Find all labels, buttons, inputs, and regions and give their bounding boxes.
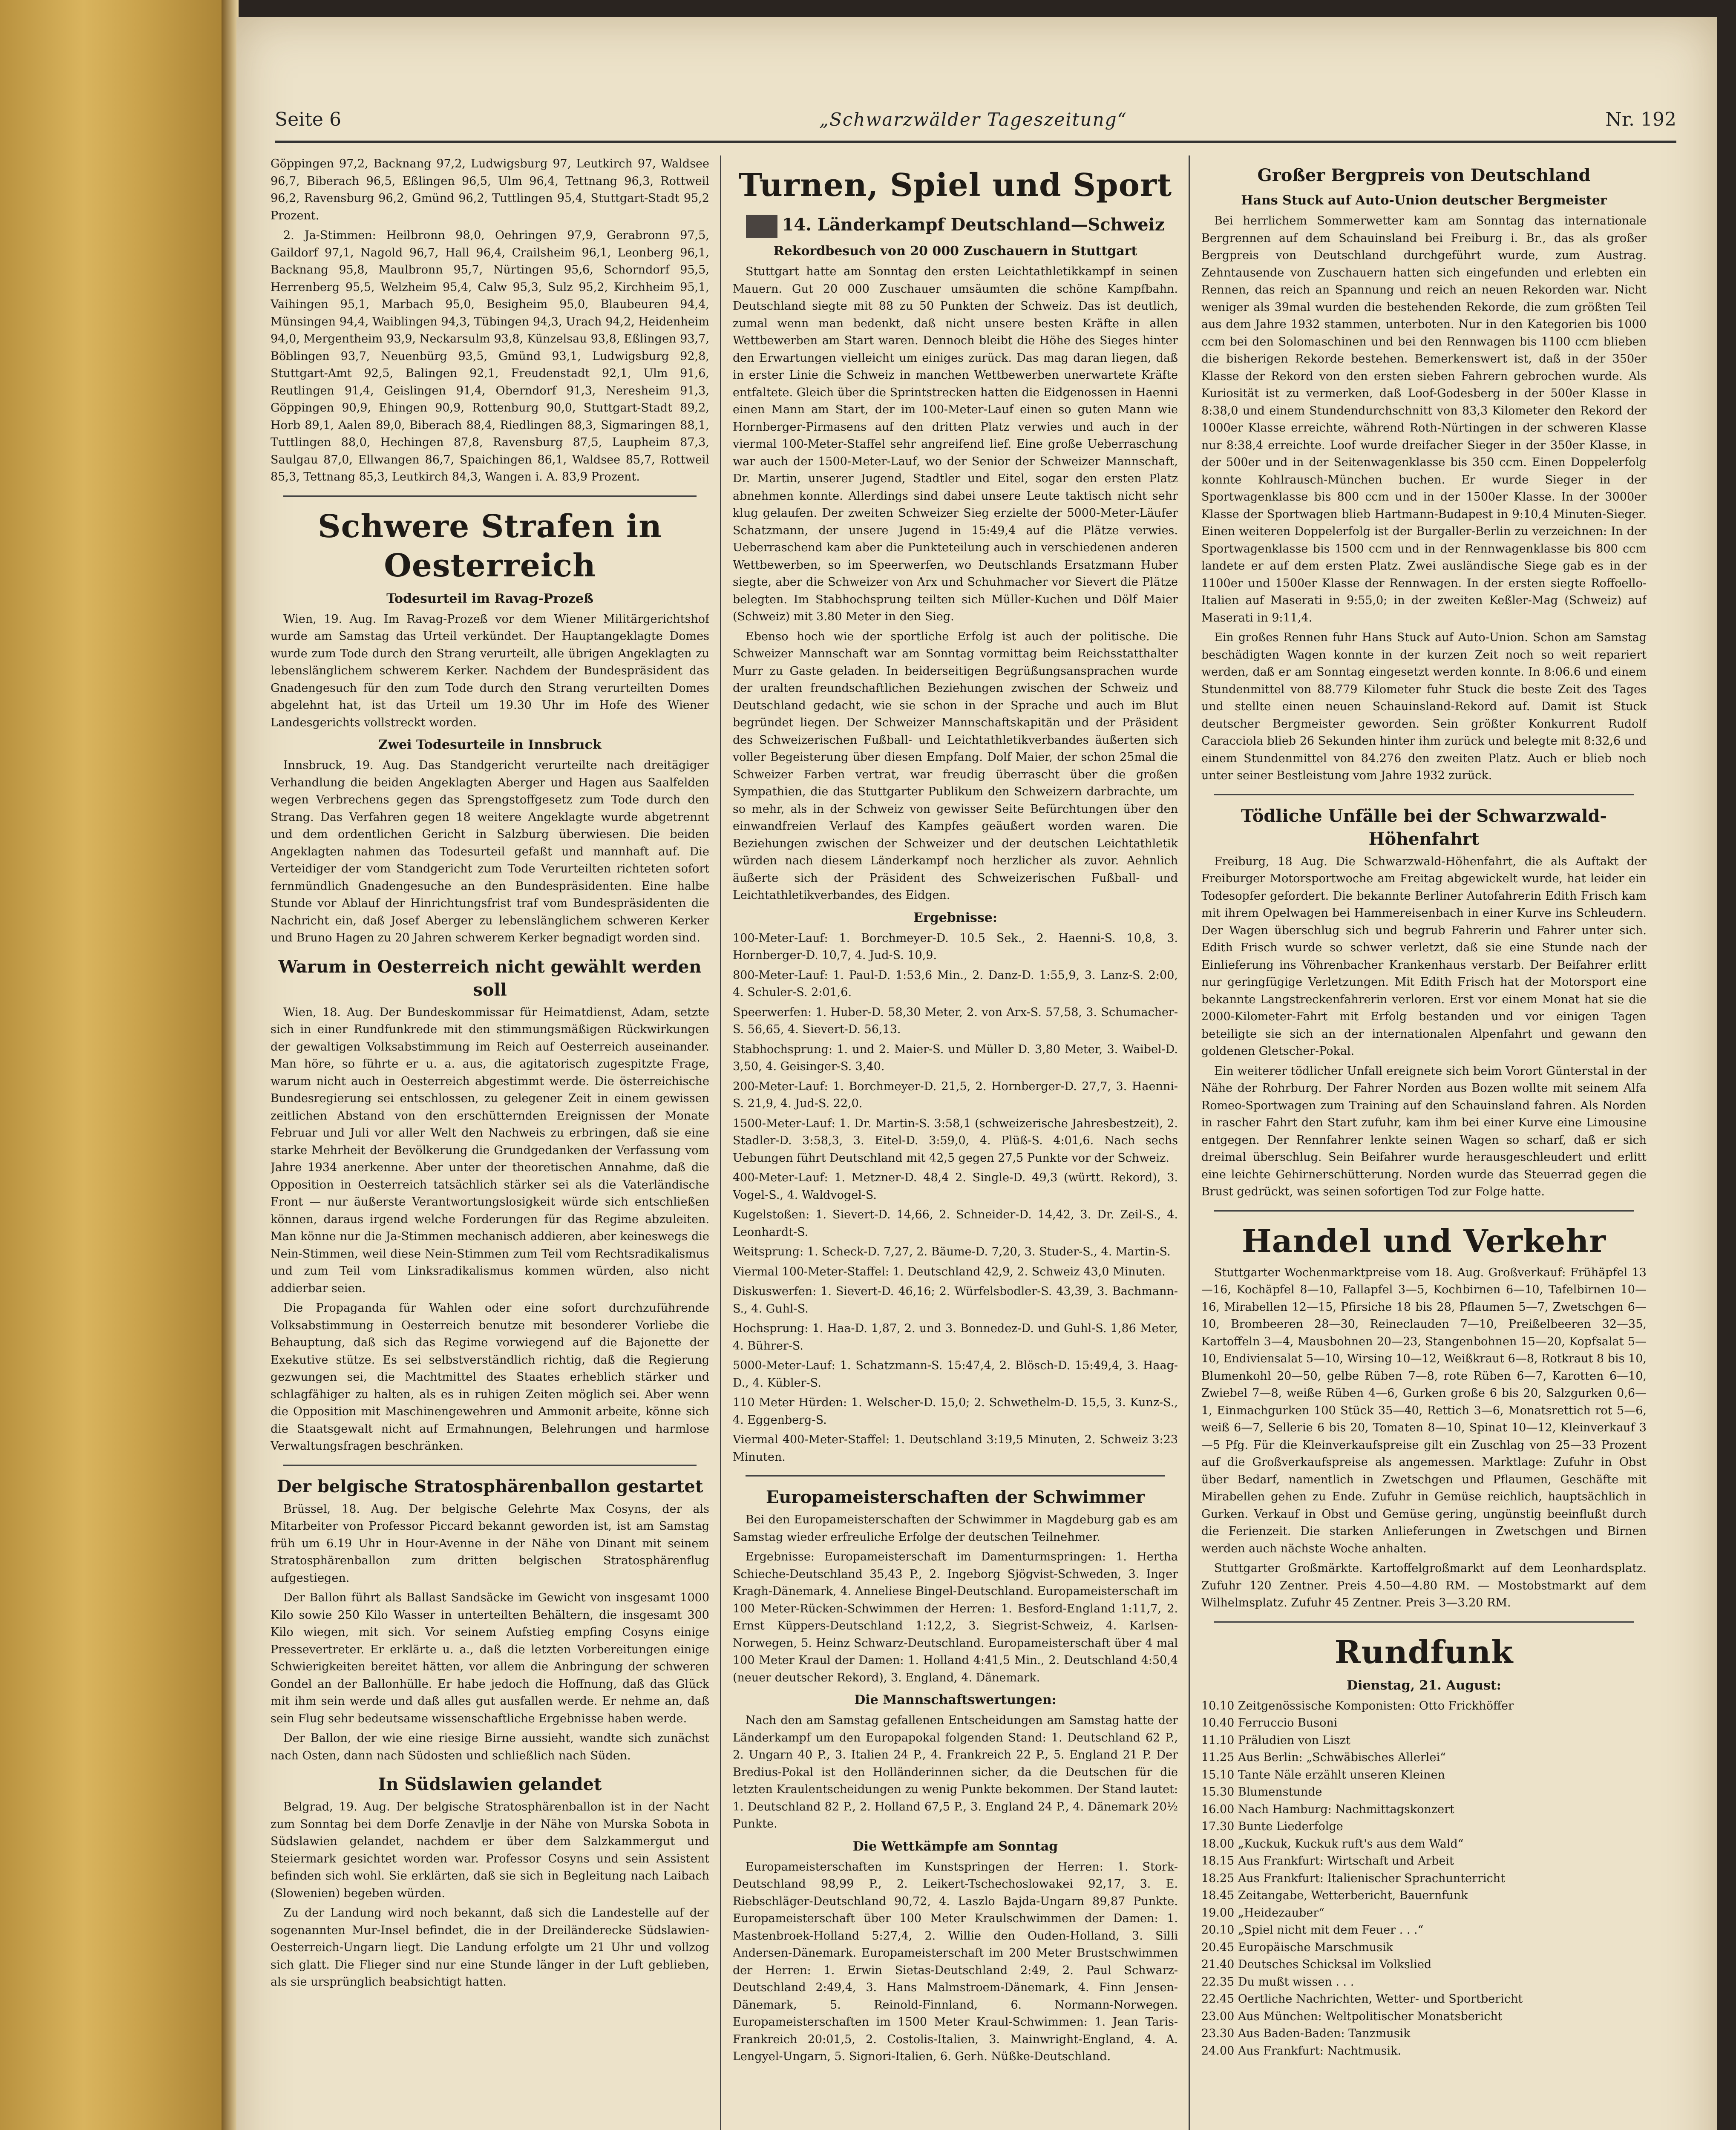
radio-program-line: 11.10 Präludien von Liszt <box>1201 1733 1350 1747</box>
article-text: Bei den Europameisterschaften der Schwimmer in Magdeburg gab es am Samstag wieder erfreuliche Erfolge der deutschen Teilnehmer. <box>733 1513 1178 1544</box>
subheadline: In Südslawien gelandet <box>378 1774 602 1794</box>
result-line: Diskuswerfen: 1. Sievert-D. 46,16; 2. Würfelsbodler-S. 43,39, 3. Bachmann-S., 4. Guhl-S. <box>733 1285 1178 1315</box>
radio-program-line: 23.30 Aus Baden-Baden: Tanzmusik <box>1201 2027 1411 2040</box>
subheadline: Todesurteil im Ravag-Prozeß <box>386 591 593 606</box>
result-line: 200-Meter-Lauf: 1. Borchmeyer-D. 21,5, 2. Hornberger-D. 27,7, 3. Haenni-S. 21,9, 4. Jud-S. 22,0. <box>733 1079 1178 1110</box>
headline-sport: Turnen, Spiel und Sport <box>738 167 1172 204</box>
section-rule <box>746 1475 1165 1477</box>
subheadline: Der belgische Stratosphärenballon gestartet <box>276 1476 703 1497</box>
subheadline: Die Wettkämpfe am Sonntag <box>852 1839 1058 1854</box>
article-text: Stuttgart hatte am Sonntag den ersten Leichtathletikkampf in seinen Mauern. Gut 20 000 Zuschauer umsäumten die schöne Kampfbahn. Deutschland siegte mit 88 zu 50 Punkten der Schweiz. Das ist deutlich, zumal wenn man bedenkt, daß nicht unsere besten Kräfte in allen Wettbewerben am Start waren. Dennoch bleibt die Höhe des Sieges hinter den Erwartungen vielleicht um einiges zurück. Das mag daran liegen, daß in erster Linie die Schweiz in manchen Wettbewerben unerwartete Kräfte entfaltete. Gleich über die Sprintstrecken hatten die Eidgenossen in Haenni einen Mann am Start, der im 100-Meter-Lauf einen so guten Mann wie Hornberger-Pirmasens auf den dritten Platz verwies und auch in der viermal 100-Meter-Staffel sehr angreifend lief. Eine große Ueberraschung war auch der 1500-Meter-Lauf, wo der Senior der Schweizer Mannschaft, Dr. Martin, unserer Jugend, Stadtler und Eitel, sogar den ersten Platz abnehmen konnte. Allerdings sind dabei unsere Leute taktisch nicht sehr klug gelaufen. Der zweiten Schweizer Sieg erzielte der 5000-Meter-Läufer Schatzmann, der unsere Jugend in 15:49,4 auf die Plätze verwies. Ueberraschend kam aber die Punkteteilung auch in verschiedenen anderen Wettbewerben, so im Speerwerfen, wo Deutschlands Ersatzmann Huber siegte, aber die Schweizer von Arx und Schuhmacher vor Sievert die Plätze belegten. Im Stabhochsprung teilten sich Müller-Kuchen und Dölf Maier (Schweiz) mit 3.80 Meter in den Sieg. <box>733 265 1178 623</box>
radio-program-line: 18.25 Aus Frankfurt: Italienischer Sprachunterricht <box>1201 1871 1505 1885</box>
header-rule <box>275 141 1676 143</box>
radio-program-line: 18.15 Aus Frankfurt: Wirtschaft und Arbeit <box>1201 1854 1454 1868</box>
article-text: Belgrad, 19. Aug. Der belgische Stratosphärenballon ist in der Nacht zum Sonntag bei dem Dorfe Zenavlje in der Nähe von Murska Sobota in Südslawien gelandet, nachdem er über dem Salzkammergut und Steiermark gesichtet worden war. Professor Cosyns und sein Assistent befinden sich wohl. Sie erklärten, daß sie sich in Begleitung nach Laibach (Slowenien) begeben würden. <box>271 1800 709 1900</box>
section-rule <box>1214 794 1634 795</box>
result-line: Hochsprung: 1. Haa-D. 1,87, 2. und 3. Bonnedez-D. und Guhl-S. 1,86 Meter, 4. Bührer-S. <box>733 1322 1178 1353</box>
result-line: 110 Meter Hürden: 1. Welscher-D. 15,0; 2. Schwethelm-D. 15,5, 3. Kunz-S., 4. Eggenberg-S. <box>733 1396 1178 1427</box>
result-line: Viermal 400-Meter-Staffel: 1. Deutschland 3:19,5 Minuten, 2. Schweiz 3:23 Minuten. <box>733 1433 1178 1464</box>
subheadline: Warum in Oesterreich nicht gewählt werden soll <box>278 956 702 1000</box>
article-text: Wien, 19. Aug. Im Ravag-Prozeß vor dem Wiener Militärgerichtshof wurde am Samstag das Urteil verkündet. Der Hauptangeklagte Domes wurde zum Tode durch den Strang verurteilt, alle übrigen Angeklagten zu lebenslänglichem schwerem Kerker. Nachdem der Bundespräsident das Gnadengesuch für den zum Tode durch den Strang verurteilten Domes abgelehnt hat, ist das Urteil um 19.30 Uhr im Hofe des Wiener Landesgerichts vollstreckt worden. <box>271 612 709 729</box>
article-text: Freiburg, 18 Aug. Die Schwarzwald-Höhenfahrt, die als Auftakt der Freiburger Motorsportwoche am Freitag abgewickelt wurde, hat leider ein Todesopfer gefordert. Die bekannte Berliner Autofahrerin Edith Frisch kam mit ihrem Opelwagen bei Hammereisenbach in einer Kurve ins Schleudern. Der Wagen überschlug sich und begrub Fahrerin und Fahrer unter sich. Edith Frisch wurde so schwer verletzt, daß sie eine Stunde nach der Einlieferung ins Vöhrenbacher Krankenhaus verstarb. Der Beifahrer erlitt nur geringfügige Verletzungen. Mit Edith Frisch hat der Motorsport eine bekannte Langstreckenfahrerin verloren. Erst vor einem Monat hat sie die 2000-Kilometer-Fahrt mit Erfolg bestanden und vor einigen Tagen beteiligte sie sich an der internationalen Alpenfahrt und gewann den goldenen Gletscher-Pokal. <box>1201 855 1647 1058</box>
result-line: 1500-Meter-Lauf: 1. Dr. Martin-S. 3:58,1 (schweizerische Jahresbestzeit), 2. Stadler-D. 3:58,3, 3. Eitel-D. 3:59,0, 4. Plüß-S. 4:01,6. Nach sechs Uebungen führt Deutschland mit 42,5 gegen 27,5 Punkte vor der Schweiz. <box>733 1117 1178 1165</box>
subheadline: Die Mannschaftswertungen: <box>854 1692 1057 1707</box>
subheadline: Europameisterschaften der Schwimmer <box>766 1487 1145 1507</box>
article-text: Ergebnisse: Europameisterschaft im Damenturmspringen: 1. Hertha Schieche-Deutschland 35,43 P., 2. Ingeborg Sjögvist-Schweden, 3. Inger Kragh-Dänemark, 4. Anneliese Bingel-Deutschland. Europameisterschaft im 100 Meter-Rücken-Schwimmen der Herren: 1. Besford-England 1:11,7, 2. Ernst Küppers-Deutschland 1:12,2, 3. Siegrist-Schweiz, 4. Karlsen-Norwegen, 5. Heinz Schwarz-Deutschland. Europameisterschaft über 4 mal 100 Meter Kraul der Damen: 1. Holland 4:41,5 Min., 2. Deutschland 4:50,4 (neuer deutscher Rekord), 3. England, 4. Dänemark. <box>733 1550 1178 1684</box>
column-right <box>1201 155 1647 2130</box>
radio-program-line: 10.40 Ferruccio Busoni <box>1201 1716 1338 1730</box>
result-line: 400-Meter-Lauf: 1. Metzner-D. 48,4 2. Single-D. 49,3 (württ. Rekord), 3. Vogel-S., 4. Waldvogel-S. <box>733 1171 1178 1202</box>
section-rule <box>283 1465 697 1466</box>
result-line: Viermal 100-Meter-Staffel: 1. Deutschland 42,9, 2. Schweiz 43,0 Minuten. <box>733 1265 1166 1278</box>
radio-program-line: 15.10 Tante Näle erzählt unseren Kleinen <box>1201 1768 1445 1782</box>
issue-number: Nr. 192 <box>1605 108 1676 130</box>
article-text: Der Ballon führt als Ballast Sandsäcke im Gewicht von insgesamt 1000 Kilo sowie 250 Kilo Wasser in unterteilten Behältern, die insgesamt 300 Kilo wiegen, mit sich. Vor seinem Aufstieg empfing Cosyns einige Pressevertreter. Er erklärte u. a., daß die letzten Vorbereitungen einige Schwierigkeiten bereitet hätten, vor allem die Anbringung der schweren Gondel an der Ballonhülle. Er habe jedoch die Hoffnung, daß das Glück mit ihm sein werde und daß alles gut ausfallen werde. Er nehme an, daß sein Flug sehr bedeutsame wissenschaftliche Ergebnisse haben werde. <box>271 1591 709 1725</box>
newspaper-page <box>236 17 1717 2130</box>
book-binding <box>0 0 239 2130</box>
radio-program-line: 18.45 Zeitangabe, Wetterbericht, Bauernfunk <box>1201 1889 1468 1902</box>
radio-program-line: 10.10 Zeitgenössische Komponisten: Otto Frickhöffer <box>1201 1699 1514 1713</box>
radio-program-line: 22.35 Du mußt wissen . . . <box>1201 1975 1354 1989</box>
article-text: Nach den am Samstag gefallenen Entscheidungen am Samstag hatte der Länderkampf um den Europapokal folgenden Stand: 1. Deutschland 62 P., 2. Ungarn 40 P., 3. Italien 24 P., 4. Frankreich 22 P., 5. England 21 P. Der Bredius-Pokal ist den Holländerinnen sicher, da die Deutschen für die letzten Kraulentscheidungen zu wenig Punkte bekommen. Der Stand lautet: 1. Deutschland 82 P., 2. Holland 67,5 P., 3. England 24 P., 4. Dänemark 20½ Punkte. <box>733 1714 1178 1831</box>
subheadline: Hans Stuck auf Auto-Union deutscher Bergmeister <box>1241 193 1607 208</box>
result-line: Speerwerfen: 1. Huber-D. 58,30 Meter, 2. von Arx-S. 57,58, 3. Schumacher-S. 56,65, 4. Sievert-D. 56,13. <box>733 1005 1178 1036</box>
page-header <box>275 102 1676 136</box>
radio-program-line: 16.00 Nach Hamburg: Nachmittagskonzert <box>1201 1802 1454 1816</box>
article-text: Ein großes Rennen fuhr Hans Stuck auf Auto-Union. Schon am Samstag beschädigten Wagen konnte in der kurzen Zeit noch so weit repariert werden, daß er am Sonntag eingesetzt werden konnte. In 8:06.6 und einem Stundenmittel von 88.779 Kilometer fuhr Stuck die beste Zeit des Tages und stellte einen neuen Schauinsland-Rekord auf. Damit ist Stuck deutscher Bergmeister geworden. Sein größter Konkurrent Rudolf Caracciola blieb 26 Sekunden hinter ihm zurück und belegte mit 8:32,6 und einem Stundenmittel von 84.276 den zweiten Platz. Auch er blieb noch unter seiner Bestleistung vom Jahre 1932 zurück. <box>1201 631 1647 782</box>
radio-program-line: 20.10 „Spiel nicht mit dem Feuer . . .“ <box>1201 1923 1424 1937</box>
radio-program-line: 20.45 Europäische Marschmusik <box>1201 1940 1393 1954</box>
subheadline-text: 14. Länderkampf Deutschland—Schweiz <box>782 215 1165 235</box>
article-text: Ein weiterer tödlicher Unfall ereignete sich beim Vorort Günterstal in der Nähe der Rohrburg. Der Fahrer Norden aus Bozen wollte mit seinem Alfa Romeo-Sportwagen zum Training auf den Schauinsland fahren. Als Norden in rascher Fahrt den Start zufuhr, kam ihm bei einer Kurve eine Limousine entgegen. Der Rennfahrer lenkte seinen Wagen so scharf, daß er sich dreimal überschlug. Sein Beifahrer wurde herausgeschleudert und erlitt eine leichte Gehirnerschütterung. Norden wurde das Steuerrad gegen die Brust gedrückt, was seinen sofortigen Tod zur Folge hatte. <box>1201 1064 1647 1198</box>
result-line: Kugelstoßen: 1. Sievert-D. 14,66, 2. Schneider-D. 14,42, 3. Dr. Zeil-S., 4. Leonhardt-S. <box>733 1208 1178 1239</box>
result-line: Weitsprung: 1. Scheck-D. 7,27, 2. Bäume-D. 7,20, 3. Studer-S., 4. Martin-S. <box>733 1245 1171 1258</box>
headline-austria: Schwere Strafen in Oesterreich <box>318 508 662 584</box>
article-text: 2. Ja-Stimmen: Heilbronn 98,0, Oehringen 97,9, Gerabronn 97,5, Gaildorf 97,1, Nagold 96,7, Hall 96,4, Crailsheim 96,1, Leonberg 96,1, Backnang 95,8, Maulbronn 95,7, Nürtingen 95,6, Schorndorf 95,5, Herrenberg 95,5, Welzheim 95,4, Calw 95,3, Sulz 95,2, Kirchheim 95,1, Vaihingen 95,1, Marbach 95,0, Besigheim 95,0, Blaubeuren 94,4, Münsingen 94,4, Waiblingen 94,3, Tübingen 94,3, Urach 94,2, Heidenheim 94,0, Mergentheim 93,9, Neckarsulm 93,8, Künzelsau 93,8, Eßlingen 93,7, Böblingen 93,7, Neuenbürg 93,5, Gmünd 93,1, Ludwigsburg 92,8, Stuttgart-Amt 92,5, Balingen 92,1, Freudenstadt 92,1, Ulm 91,6, Reutlingen 91,4, Geislingen 91,4, Oberndorf 91,3, Neresheim 91,3, Göppingen 90,9, Ehingen 90,9, Rottenburg 90,0, Stuttgart-Stadt 89,2, Horb 89,1, Aalen 89,0, Biberach 88,4, Riedlingen 88,3, Sigmaringen 88,1, Tuttlingen 88,0, Hechingen 87,8, Ravensburg 87,5, Laupheim 87,3, Saulgau 87,0, Ellwangen 86,7, Spaichingen 86,1, Waldsee 85,7, Rottweil 85,3, Tettnang 85,3, Leutkirch 84,3, Wangen i. A. 83,9 Prozent. <box>271 229 709 484</box>
result-line: 100-Meter-Lauf: 1. Borchmeyer-D. 10.5 Sek., 2. Haenni-S. 10,8, 3. Hornberger-D. 10,7, 4. Jud-S. 10,9. <box>733 931 1178 962</box>
subheadline <box>733 213 1178 238</box>
newspaper-title: „Schwarzwälder Tageszeitung“ <box>819 109 1128 130</box>
article-text: Innsbruck, 19. Aug. Das Standgericht verurteilte nach dreitägiger Verhandlung die beiden Angeklagten Aberger und Hagen aus Saalfelden wegen Verbrechens gegen das Sprengstoffgesetz zum Tode durch den Strang. Das Verfahren gegen 18 weitere Angeklagte wurde abgetrennt und dem ordentlichen Gericht in Salzburg überwiesen. Die beiden Angeklagten nahmen das Todesurteil gefaßt und mannhaft auf. Die Verteidiger der vom Standgericht zum Tode Verurteilten richteten sofort fernmündlich Gnadengesuche an den Bundespräsidenten. Eine halbe Stunde vor Ablauf der Hinrichtungsfrist traf vom Bundespräsidenten die Nachricht ein, daß Josef Aberger zu lebenslänglichem schweren Kerker und Bruno Hagen zu 20 Jahren schwerem Kerker begnadigt worden sind. <box>271 759 709 944</box>
result-line: Stabhochsprung: 1. und 2. Maier-S. und Müller D. 3,80 Meter, 3. Waibel-D. 3,50, 4. Geisinger-S. 3,40. <box>733 1042 1178 1073</box>
column-middle <box>733 155 1178 2130</box>
radio-program-line: 17.30 Bunte Liederfolge <box>1201 1820 1343 1833</box>
results-heading: Ergebnisse: <box>913 910 997 925</box>
radio-program-line: 11.25 Aus Berlin: „Schwäbisches Allerlei“ <box>1201 1751 1446 1764</box>
subheadline: Rekordbesuch von 20 000 Zuschauern in Stuttgart <box>773 244 1137 259</box>
radio-program-line: 21.40 Deutsches Schicksal im Volkslied <box>1201 1958 1432 1971</box>
article-text: Stuttgarter Großmärkte. Kartoffelgroßmarkt auf dem Leonhardsplatz. Zufuhr 120 Zentner. Preis 4.50—4.80 RM. — Mostobstmarkt auf dem Wilhelmsplatz. Zufuhr 45 Zentner. Preis 3—3.20 RM. <box>1201 1562 1647 1609</box>
radio-program-line: 24.00 Aus Frankfurt: Nachtmusik. <box>1201 2044 1402 2058</box>
article-text: Göppingen 97,2, Backnang 97,2, Ludwigsburg 97, Leutkirch 97, Waldsee 96,7, Biberach 96,5, Eßlingen 96,5, Ulm 96,4, Tettnang 96,3, Rottweil 96,2, Ravensburg 96,2, Gmünd 96,2, Tuttlingen 95,4, Stuttgart-Stadt 95,2 Prozent. <box>271 157 709 222</box>
article-text: Wien, 18. Aug. Der Bundeskommissar für Heimatdienst, Adam, setzte sich in einer Rundfunkrede mit den stimmungsmäßigen Rückwirkungen der gewaltigen Volksabstimmung im Reich auf Oesterreich auseinander. Man höre, so führte er u. a. aus, die agitatorisch zugespitzte Frage, warum nicht auch in Oesterreich abgestimmt werde. Die österreichische Bundesregierung sei entschlossen, zu gelegener Zeit in einem gewissen zeitlichen Abstand von den erschütternden Ereignissen der Monate Februar und Juli vor aller Welt den Nachweis zu erbringen, daß sie eine starke Mehrheit der Bevölkerung die Grundgedanken der Verfassung vom Jahre 1934 anerkenne. Aber unter der theoretischen Annahme, daß die Opposition in Oesterreich tatsächlich stärker sei als die Vaterländische Front — nur äußerste Verantwortungslosigkeit würde sich entschließen können, daraus irgend welche Forderungen für das Regime abzuleiten. Man könne nur die Ja-Stimmen mechanisch addieren, aber keineswegs die Nein-Stimmen, weil diese Nein-Stimmen zum Teil vom Rechtsradikalismus und zum Teil vom Linksradikalismus kommen würden, also nicht addierbar seien. <box>271 1005 709 1295</box>
radio-program-line: 19.00 „Heidezauber“ <box>1201 1906 1324 1920</box>
binding-edge <box>222 0 239 2130</box>
radio-program-line: 23.00 Aus München: Weltpolitischer Monatsbericht <box>1201 2009 1503 2023</box>
subheadline: Zwei Todesurteile in Innsbruck <box>378 737 602 752</box>
section-rule <box>1214 1210 1634 1212</box>
section-rule <box>283 495 697 497</box>
page-number: Seite 6 <box>275 108 341 130</box>
article-text: Der Ballon, der wie eine riesige Birne aussieht, wandte sich zunächst nach Osten, dann nach Südosten und schließlich nach Süden. <box>271 1732 709 1762</box>
sport-logo-icon <box>746 215 777 238</box>
article-text: Die Propaganda für Wahlen oder eine sofort durchzuführende Volksabstimmung in Oesterreich benutze mit besonderer Vorliebe die Behauptung, daß sich das Regime vorwiegend auf die Bajonette der Exekutive stütze. Es sei selbstverständlich richtig, daß die Regierung gezwungen sei, die Machtmittel des Staates erheblich stärker und schlagfähiger zu halten, als es in ruhigen Zeiten möglich sei. Aber wenn die Opposition mit Maschinengewehren und Ammonit arbeite, könne sich die Staatsgewalt nicht auf Ermahnungen, Belehrungen und harmlose Verwaltungsfragen beschränken. <box>271 1301 709 1453</box>
subheadline: Dienstag, 21. August: <box>1347 1678 1501 1693</box>
radio-program-line: 15.30 Blumenstunde <box>1201 1785 1322 1799</box>
subheadline: Tödliche Unfälle bei der Schwarzwald-Höhenfahrt <box>1241 806 1607 849</box>
article-text: Stuttgarter Wochenmarktpreise vom 18. Aug. Großverkauf: Frühäpfel 13—16, Kochäpfel 8—10, Fallapfel 3—5, Kochbirnen 6—10, Tafelbirnen 10—16, Mirabellen 12—15, Pfirsiche 18 bis 28, Pflaumen 5—7, Zwetschgen 6—10, Brombeeren 28—30, Reineclauden 7—10, Preißelbeeren 32—35, Kartoffeln 3—4, Mausbohnen 20—23, Stangenbohnen 15—20, Kopfsalat 5—10, Endiviensalat 5—10, Wirsing 10—12, Weißkraut 6—8, Rotkraut 8 bis 10, Blumenkohl 20—50, gelbe Rüben 7—8, rote Rüben 6—7, Karotten 6—10, Zwiebel 7—8, weiße Rüben 4—6, Gurken große 6 bis 20, Salzgurken 0,6—1, Einmachgurken 100 Stück 35—40, Rettich 3—6, Monatsrettich rot 5—6, weiß 6—7, Sellerie 6 bis 20, Tomaten 8—10, Spinat 10—12, Kleinverkauf 3—5 Pfg. Für die Kleinverkaufspreise gilt ein Zuschlag von 25—33 Prozent auf die Großverkaufspreise als angemessen. Marktlage: Zufuhr in Obst über Bedarf, namentlich in Zwetschgen und Pflaumen, Geschäfte mit Mirabellen gehen zu Ende. Zufuhr in Gemüse reichlich, hauptsächlich in Gurken. Verkauf in Obst und Gemüse gering, ungünstig beeinflußt durch die Ferienzeit. Die starken Anlieferungen in Zwetschgen und Birnen werden auch nächste Woche anhalten. <box>1201 1266 1647 1555</box>
subheadline: Großer Bergpreis von Deutschland <box>1257 165 1591 185</box>
result-line: 800-Meter-Lauf: 1. Paul-D. 1:53,6 Min., 2. Danz-D. 1:55,9, 3. Lanz-S. 2:00, 4. Schuler-S. 2:01,6. <box>733 968 1178 999</box>
article-text: Ebenso hoch wie der sportliche Erfolg ist auch der politische. Die Schweizer Mannschaft war am Sonntag vormittag beim Reichsstatthalter Murr zu Gaste geladen. In beiderseitigen Begrüßungsansprachen wurde der uralten freundschaftlichen Beziehungen zwischen der Schweiz und Deutschland gedacht, wie sie schon in der Sprache und auch im Blut begründet liegen. Der Schweizer Mannschaftskapitän und der Präsident des Schweizerischen Fußball- und Leichtathletikverbandes äußerten sich voller Begeisterung über diesen Empfang. Dolf Maier, der schon 25mal die Schweizer Farben vertrat, war freudig überrascht über die großen Sympathien, die das Stuttgarter Publikum den Schweizern darbrachte, um so mehr, als in der Schweiz von gewisser Seite Befürchtungen über den einwandfreien Verlauf des Kampfes geäußert worden waren. Die Beziehungen zwischen der Schweizer und der deutschen Leichtathletik würden nach diesem Länderkampf noch herzlicher als zuvor. Aehnlich äußerte sich der Präsident des Schweizerischen Fußball- und Leichtathletikverbandes, des Eidgen. <box>733 630 1178 902</box>
article-text: Zu der Landung wird noch bekannt, daß sich die Landestelle auf der sogenannten Mur-Insel befindet, die in der Dreiländerecke Südslawien-Oesterreich-Ungarn liegt. Die Landung erfolgte um 21 Uhr und vollzog sich glatt. Die Flieger sind nur eine Stunde länger in der Luft geblieben, als sie ursprünglich beabsichtigt hatten. <box>271 1906 709 1989</box>
column-divider <box>1189 155 1190 2130</box>
headline-trade: Handel und Verkehr <box>1241 1223 1606 1260</box>
section-rule <box>1214 1621 1634 1623</box>
result-line: 5000-Meter-Lauf: 1. Schatzmann-S. 15:47,4, 2. Blösch-D. 15:49,4, 3. Haag-D., 4. Kübler-S. <box>733 1359 1178 1390</box>
column-left <box>271 155 709 2130</box>
article-text: Bei herrlichem Sommerwetter kam am Sonntag das internationale Bergrennen auf dem Schauinsland bei Freiburg i. Br., das als großer Bergpreis von Deutschland durchgeführt wurde, zum Austrag. Zehntausende von Zuschauern hatten sich eingefunden und erlebten ein Rennen, das reich an Spannung und reich an neuen Rekorden war. Nicht weniger als 39mal wurden die bestehenden Rekorde, die zum größten Teil aus dem Jahre 1932 stammen, unterboten. Nur in den Kategorien bis 1000 ccm bei den Solomaschinen und bei den Rennwagen bis 1100 ccm blieben die bisherigen Rekorde bestehen. Bemerkenswert ist, daß in der 350er Klasse der Rekord von den ersten sieben Fahrern gebrochen wurde. Als Kuriosität ist zu vermerken, daß Loof-Godesberg in der 500er Klasse in 8:38,0 und einem Stundendurchschnitt von 83,3 Kilometer den Rekord der 1000er Klasse erreichte, während Roth-Nürtingen in der schweren Klasse nur 8:38,4 erreichte. Loof wurde dreifacher Sieger in der 350er Klasse, in der 500er und in der Seitenwagenklasse bis 350 ccm. Einen Doppelerfolg konnte Kohlrausch-München buchen. Er wurde Sieger in der Sportwagenklasse bis 800 ccm und in der 1500er Klasse. In der 3000er Klasse der Sportwagen blieb Hartmann-Budapest in 9:10,4 Minuten-Sieger. Einen weiteren Doppelerfolg ist der Burgaller-Berlin zu verzeichnen: In der Sportwagenklasse bis 1500 ccm und in der Rennwagenklasse bis 800 ccm landete er auf dem ersten Platz. Zwei ausländische Siege gab es in der 1100er und 1500er Klasse der Rennwagen. In der ersten siegte Roffoello-Italien auf Maserati in 9:55,0; in der zweiten Keßler-Mag (Schweiz) auf Maserati in 9:11,4. <box>1201 214 1647 625</box>
article-text: Europameisterschaften im Kunstspringen der Herren: 1. Stork-Deutschland 98,99 P., 2. Leikert-Tschechoslowakei 92,17, 3. E. Riebschläger-Deutschland 90,72, 4. Laszlo Bajda-Ungarn 89,87 Punkte. Europameisterschaft über 100 Meter Kraulschwimmen der Damen: 1. Mastenbroek-Holland 5:27,4, 2. Willie den Ouden-Holland, 3. Silli Andersen-Dänemark. Europameisterschaft im 200 Meter Brustschwimmen der Herren: 1. Erwin Sietas-Deutschland 2:49, 2. Paul Schwarz-Deutschland 2:49,4, 3. Hans Malmstroem-Dänemark, 4. Finn Jensen-Dänemark, 5. Reinold-Finnland, 6. Normann-Norwegen. Europameisterschaften im 1500 Meter Kraul-Schwimmen: 1. Jean Taris-Frankreich 20:01,5, 2. Costolis-Italien, 3. Mainwright-England, 4. A. Lengyel-Ungarn, 5. Signori-Italien, 6. Gerh. Nüßke-Deutschland. <box>733 1860 1178 2063</box>
headline-radio: Rundfunk <box>1334 1634 1514 1671</box>
radio-program-line: 22.45 Oertliche Nachrichten, Wetter- und Sportbericht <box>1201 1992 1523 2006</box>
radio-program-line: 18.00 „Kuckuk, Kuckuk ruft's aus dem Wald“ <box>1201 1837 1464 1851</box>
article-text: Brüssel, 18. Aug. Der belgische Gelehrte Max Cosyns, der als Mitarbeiter von Professor Piccard bekannt geworden ist, ist am Samstag früh um 6.19 Uhr in Hour-Avenne in der Nähe von Dinant mit seinem Stratosphärenballon zum dritten belgischen Stratosphärenflug aufgestiegen. <box>271 1502 709 1585</box>
column-divider <box>720 155 721 2130</box>
